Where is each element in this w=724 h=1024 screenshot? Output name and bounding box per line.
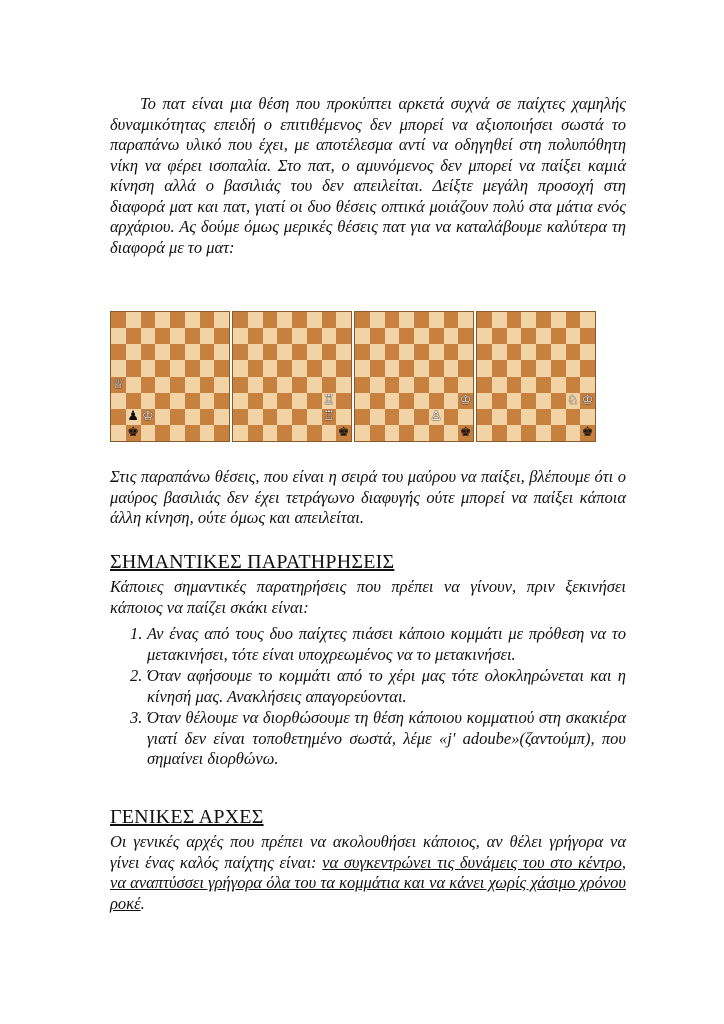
white-chess-piece-icon: ♔	[459, 393, 472, 409]
white-chess-piece-icon: ♖	[323, 393, 335, 409]
board-square	[551, 312, 566, 328]
board-square	[551, 344, 566, 360]
board-square	[200, 344, 215, 360]
board-square	[336, 409, 351, 425]
board-square	[355, 409, 370, 425]
board-square	[492, 360, 507, 376]
diagrams-explanation: Στις παραπάνω θέσεις, που είναι η σειρά του μαύρου να παίξει, βλέπουμε ότι ο μαύρος βασιλιάς δεν έχει τετράγωνο διαφυγής ούτε μπορεί να παίξει κάποια άλλη κίνηση, ούτε όμως και απειλείται.	[110, 467, 626, 527]
board-square	[292, 425, 307, 441]
board-square	[385, 312, 400, 328]
board-square	[248, 409, 263, 425]
section-heading-observations: ΣΗΜΑΝΤΙΚΕΣ ΠΑΡΑΤΗΡΗΣΕΙΣ	[110, 551, 395, 573]
board-square	[126, 328, 141, 344]
board-square	[170, 393, 185, 409]
board-square	[214, 312, 229, 328]
list-item-text: Όταν αφήσουμε το κομμάτι από το χέρι μας τότε ολοκληρώνεται και η κίνησή μας. Ανακλήσεις απαγορεύονται.	[147, 666, 626, 706]
intro-paragraph: Το πατ είναι μια θέση που προκύπτει αρκετά συχνά σε παίχτες χαμηλής δυναμικότητας επειδή ο επιτιθέμενος δεν μπορεί να αξιοποιήσει σωστά το παραπάνω υλικό που έχει, με αποτέλεσμα αντί να οδηγηθεί στη πολυπόθητη νίκη να φέρει ισοπαλία. Στο πατ, ο αμυνόμενος δεν μπορεί να παίξει καμιά κίνηση αλλά ο βασιλιάς του δεν απειλείται. Δείξτε μεγάλη προσοχή στη διαφορά ματ και πατ, γιατί οι δυο θέσεις οπτικά μοιάζουν πολύ στα μάτια ενός αρχάριου. Ας δούμε όμως μερικές θέσεις πατ για να καταλάβουμε καλύτερα τη διαφορά με το ματ:	[110, 94, 626, 257]
board-square	[200, 377, 215, 393]
board-square	[370, 377, 385, 393]
board-square	[277, 360, 292, 376]
board-square	[521, 377, 536, 393]
board-square	[141, 360, 156, 376]
board-square	[551, 328, 566, 344]
board-square	[155, 344, 170, 360]
board-square	[580, 377, 595, 393]
board-square	[536, 425, 551, 441]
board-square	[336, 393, 351, 409]
board-square	[111, 425, 126, 441]
board-square	[429, 409, 444, 425]
board-square	[307, 409, 322, 425]
board-square	[141, 409, 156, 425]
board-square	[248, 312, 263, 328]
board-square	[414, 328, 429, 344]
board-square	[263, 328, 278, 344]
board-square	[444, 360, 459, 376]
board-square	[507, 312, 522, 328]
board-square	[233, 328, 248, 344]
board-square	[155, 312, 170, 328]
board-square	[155, 377, 170, 393]
board-square	[492, 312, 507, 328]
board-square	[507, 393, 522, 409]
board-square	[429, 344, 444, 360]
board-square	[292, 409, 307, 425]
board-square	[111, 377, 126, 393]
board-square	[355, 312, 370, 328]
board-square	[385, 425, 400, 441]
board-square	[444, 409, 459, 425]
board-square	[458, 360, 473, 376]
board-square	[263, 377, 278, 393]
board-square	[355, 344, 370, 360]
board-square	[580, 360, 595, 376]
board-square	[370, 344, 385, 360]
board-square	[336, 328, 351, 344]
board-square	[370, 409, 385, 425]
white-chess-piece-icon: ♖	[323, 409, 335, 425]
board-square	[322, 393, 337, 409]
board-square	[170, 328, 185, 344]
board-square	[185, 409, 200, 425]
board-square	[277, 425, 292, 441]
black-chess-piece-icon: ♚	[459, 425, 472, 441]
board-square	[233, 409, 248, 425]
board-square	[277, 328, 292, 344]
board-square	[322, 328, 337, 344]
board-square	[458, 344, 473, 360]
board-square	[536, 393, 551, 409]
board-square	[233, 425, 248, 441]
chess-board-2	[232, 311, 352, 442]
board-square	[458, 377, 473, 393]
board-square	[263, 344, 278, 360]
board-square	[141, 344, 156, 360]
board-square	[277, 344, 292, 360]
board-square	[322, 312, 337, 328]
board-square	[214, 360, 229, 376]
board-square	[521, 393, 536, 409]
board-square	[263, 409, 278, 425]
board-square	[429, 425, 444, 441]
board-square	[277, 393, 292, 409]
board-square	[566, 425, 581, 441]
board-square	[580, 425, 595, 441]
board-square	[492, 344, 507, 360]
board-square	[414, 377, 429, 393]
board-square	[111, 328, 126, 344]
board-square	[214, 425, 229, 441]
list-item	[110, 708, 626, 770]
board-square	[477, 360, 492, 376]
board-square	[307, 377, 322, 393]
board-square	[492, 409, 507, 425]
board-square	[200, 328, 215, 344]
board-square	[429, 312, 444, 328]
board-square	[566, 409, 581, 425]
board-square	[307, 344, 322, 360]
board-square	[214, 409, 229, 425]
board-square	[444, 377, 459, 393]
board-square	[385, 328, 400, 344]
board-square	[126, 377, 141, 393]
board-square	[507, 360, 522, 376]
board-square	[536, 328, 551, 344]
board-square	[322, 344, 337, 360]
board-square	[277, 312, 292, 328]
board-square	[355, 360, 370, 376]
list-item-text: Όταν θέλουμε να διορθώσουμε τη θέση κάποιου κομματιού στη σκακιέρα γιατί δεν είναι τοποθετημένο σωστά, λέμε «j' adoube»(ζαντούμπ), που σημαίνει διορθώνω.	[147, 708, 626, 768]
board-square	[521, 425, 536, 441]
board-square	[336, 360, 351, 376]
principles-lead: Οι γενικές αρχές που πρέπει να ακολουθήσει κάποιος, αν θέλει γρήγορα να γίνει ένας καλός παίχτης είναι:	[110, 832, 626, 872]
board-square	[399, 328, 414, 344]
board-square	[200, 312, 215, 328]
board-square	[141, 393, 156, 409]
board-square	[414, 409, 429, 425]
board-square	[521, 409, 536, 425]
black-chess-piece-icon: ♚	[337, 425, 350, 441]
principles-underlined: να συγκεντρώνει τις δυνάμεις του στο κέντρο, να αναπτύσσει γρήγορα όλα του τα κομμάτια και να κάνει χωρίς χάσιμο χρόνου ροκέ	[110, 852, 626, 913]
board-square	[551, 377, 566, 393]
board-square	[429, 360, 444, 376]
board-square	[248, 377, 263, 393]
principles-paragraph	[110, 832, 626, 914]
board-square	[233, 360, 248, 376]
board-square	[370, 360, 385, 376]
board-square	[507, 328, 522, 344]
board-square	[126, 393, 141, 409]
board-square	[233, 377, 248, 393]
board-square	[292, 344, 307, 360]
chess-board-4	[476, 311, 596, 442]
board-square	[200, 360, 215, 376]
board-square	[566, 360, 581, 376]
board-square	[458, 409, 473, 425]
board-square	[126, 360, 141, 376]
board-square	[507, 425, 522, 441]
board-square	[336, 312, 351, 328]
board-square	[551, 425, 566, 441]
board-square	[458, 425, 473, 441]
board-square	[248, 360, 263, 376]
board-square	[399, 409, 414, 425]
black-chess-piece-icon: ♚	[127, 425, 139, 441]
list-number: 3.	[130, 708, 143, 727]
board-square	[141, 377, 156, 393]
board-square	[185, 328, 200, 344]
white-chess-piece-icon: ♘	[567, 393, 579, 409]
board-square	[263, 360, 278, 376]
board-square	[492, 425, 507, 441]
board-square	[214, 377, 229, 393]
board-square	[477, 312, 492, 328]
board-square	[444, 312, 459, 328]
board-square	[370, 312, 385, 328]
white-chess-piece-icon: ♔	[581, 393, 594, 409]
board-square	[429, 377, 444, 393]
board-square	[429, 328, 444, 344]
board-square	[170, 377, 185, 393]
board-square	[170, 312, 185, 328]
list-item	[110, 624, 626, 665]
board-square	[414, 393, 429, 409]
board-square	[263, 425, 278, 441]
board-square	[355, 393, 370, 409]
black-chess-piece-icon: ♚	[581, 425, 594, 441]
white-chess-piece-icon: ♕	[112, 377, 125, 393]
board-square	[414, 344, 429, 360]
board-square	[536, 360, 551, 376]
board-square	[322, 425, 337, 441]
board-square	[566, 393, 581, 409]
board-square	[566, 312, 581, 328]
board-square	[385, 409, 400, 425]
observations-list	[110, 624, 626, 771]
board-square	[170, 425, 185, 441]
board-square	[477, 409, 492, 425]
board-square	[111, 360, 126, 376]
board-square	[566, 377, 581, 393]
chess-board-1	[110, 311, 230, 442]
board-square	[307, 328, 322, 344]
board-square	[111, 312, 126, 328]
board-square	[566, 344, 581, 360]
board-square	[492, 393, 507, 409]
board-square	[385, 344, 400, 360]
board-square	[566, 328, 581, 344]
board-square	[444, 425, 459, 441]
board-square	[170, 360, 185, 376]
board-square	[322, 409, 337, 425]
board-square	[263, 312, 278, 328]
board-square	[170, 409, 185, 425]
board-square	[521, 360, 536, 376]
board-square	[444, 393, 459, 409]
board-square	[307, 312, 322, 328]
board-square	[214, 328, 229, 344]
board-square	[399, 344, 414, 360]
board-square	[477, 344, 492, 360]
board-square	[292, 328, 307, 344]
board-square	[429, 393, 444, 409]
board-square	[399, 312, 414, 328]
board-square	[536, 344, 551, 360]
board-square	[492, 328, 507, 344]
board-square	[580, 312, 595, 328]
board-square	[307, 393, 322, 409]
board-square	[185, 425, 200, 441]
board-square	[370, 328, 385, 344]
board-square	[307, 425, 322, 441]
board-square	[185, 377, 200, 393]
board-square	[458, 328, 473, 344]
board-square	[111, 393, 126, 409]
board-square	[536, 377, 551, 393]
board-square	[155, 409, 170, 425]
board-square	[170, 344, 185, 360]
board-square	[126, 425, 141, 441]
board-square	[444, 344, 459, 360]
board-square	[385, 360, 400, 376]
board-square	[200, 425, 215, 441]
board-square	[477, 377, 492, 393]
board-square	[263, 393, 278, 409]
board-square	[248, 344, 263, 360]
chess-diagrams	[110, 311, 598, 442]
board-square	[214, 393, 229, 409]
board-square	[200, 409, 215, 425]
board-square	[292, 360, 307, 376]
board-square	[155, 360, 170, 376]
board-square	[507, 409, 522, 425]
board-square	[355, 328, 370, 344]
board-square	[277, 409, 292, 425]
board-square	[580, 409, 595, 425]
board-square	[233, 393, 248, 409]
board-square	[355, 425, 370, 441]
board-square	[248, 328, 263, 344]
list-item	[110, 666, 626, 707]
board-square	[292, 393, 307, 409]
board-square	[536, 409, 551, 425]
board-square	[126, 344, 141, 360]
board-square	[185, 393, 200, 409]
white-chess-piece-icon: ♔	[142, 409, 154, 425]
observations-intro: Κάποιες σημαντικές παρατηρήσεις που πρέπει να γίνουν, πριν ξεκινήσει κάποιος να παίζει σκάκι είναι:	[110, 577, 626, 617]
board-square	[444, 328, 459, 344]
board-square	[414, 425, 429, 441]
board-square	[399, 425, 414, 441]
board-square	[336, 425, 351, 441]
board-square	[551, 393, 566, 409]
board-square	[385, 377, 400, 393]
board-square	[507, 377, 522, 393]
board-square	[307, 360, 322, 376]
board-square	[155, 425, 170, 441]
board-square	[185, 344, 200, 360]
board-square	[521, 344, 536, 360]
board-square	[521, 328, 536, 344]
board-square	[458, 312, 473, 328]
board-square	[414, 312, 429, 328]
board-square	[580, 328, 595, 344]
board-square	[111, 409, 126, 425]
board-square	[277, 377, 292, 393]
board-square	[185, 360, 200, 376]
board-square	[458, 393, 473, 409]
board-square	[155, 393, 170, 409]
white-chess-piece-icon: ♙	[430, 409, 442, 425]
board-square	[536, 312, 551, 328]
board-square	[385, 393, 400, 409]
list-number: 2.	[130, 666, 143, 685]
board-square	[414, 360, 429, 376]
board-square	[126, 312, 141, 328]
board-square	[200, 393, 215, 409]
board-square	[580, 344, 595, 360]
board-square	[214, 344, 229, 360]
section-heading-principles: ΓΕΝΙΚΕΣ ΑΡΧΕΣ	[110, 806, 264, 828]
principles-end: .	[140, 893, 145, 913]
board-square	[141, 425, 156, 441]
board-square	[111, 344, 126, 360]
chess-board-3	[354, 311, 474, 442]
board-square	[248, 393, 263, 409]
board-square	[477, 425, 492, 441]
board-square	[336, 377, 351, 393]
board-square	[141, 328, 156, 344]
board-square	[322, 377, 337, 393]
board-square	[370, 393, 385, 409]
board-square	[292, 377, 307, 393]
board-square	[507, 344, 522, 360]
board-square	[492, 377, 507, 393]
board-square	[399, 393, 414, 409]
board-square	[551, 360, 566, 376]
board-square	[322, 360, 337, 376]
board-square	[233, 344, 248, 360]
board-square	[580, 393, 595, 409]
board-square	[399, 377, 414, 393]
board-square	[126, 409, 141, 425]
board-square	[399, 360, 414, 376]
list-item-text: Αν ένας από τους δυο παίχτες πιάσει κάποιο κομμάτι με πρόθεση να το μετακινήσει, τότε είναι υποχρεωμένος να το μετακινήσει.	[147, 624, 626, 664]
board-square	[355, 377, 370, 393]
board-square	[141, 312, 156, 328]
black-chess-piece-icon: ♟	[127, 409, 139, 425]
list-number: 1.	[130, 624, 143, 643]
board-square	[477, 328, 492, 344]
board-square	[292, 312, 307, 328]
board-square	[551, 409, 566, 425]
board-square	[370, 425, 385, 441]
board-square	[155, 328, 170, 344]
board-square	[521, 312, 536, 328]
board-square	[233, 312, 248, 328]
board-square	[185, 312, 200, 328]
board-square	[248, 425, 263, 441]
board-square	[477, 393, 492, 409]
board-square	[336, 344, 351, 360]
